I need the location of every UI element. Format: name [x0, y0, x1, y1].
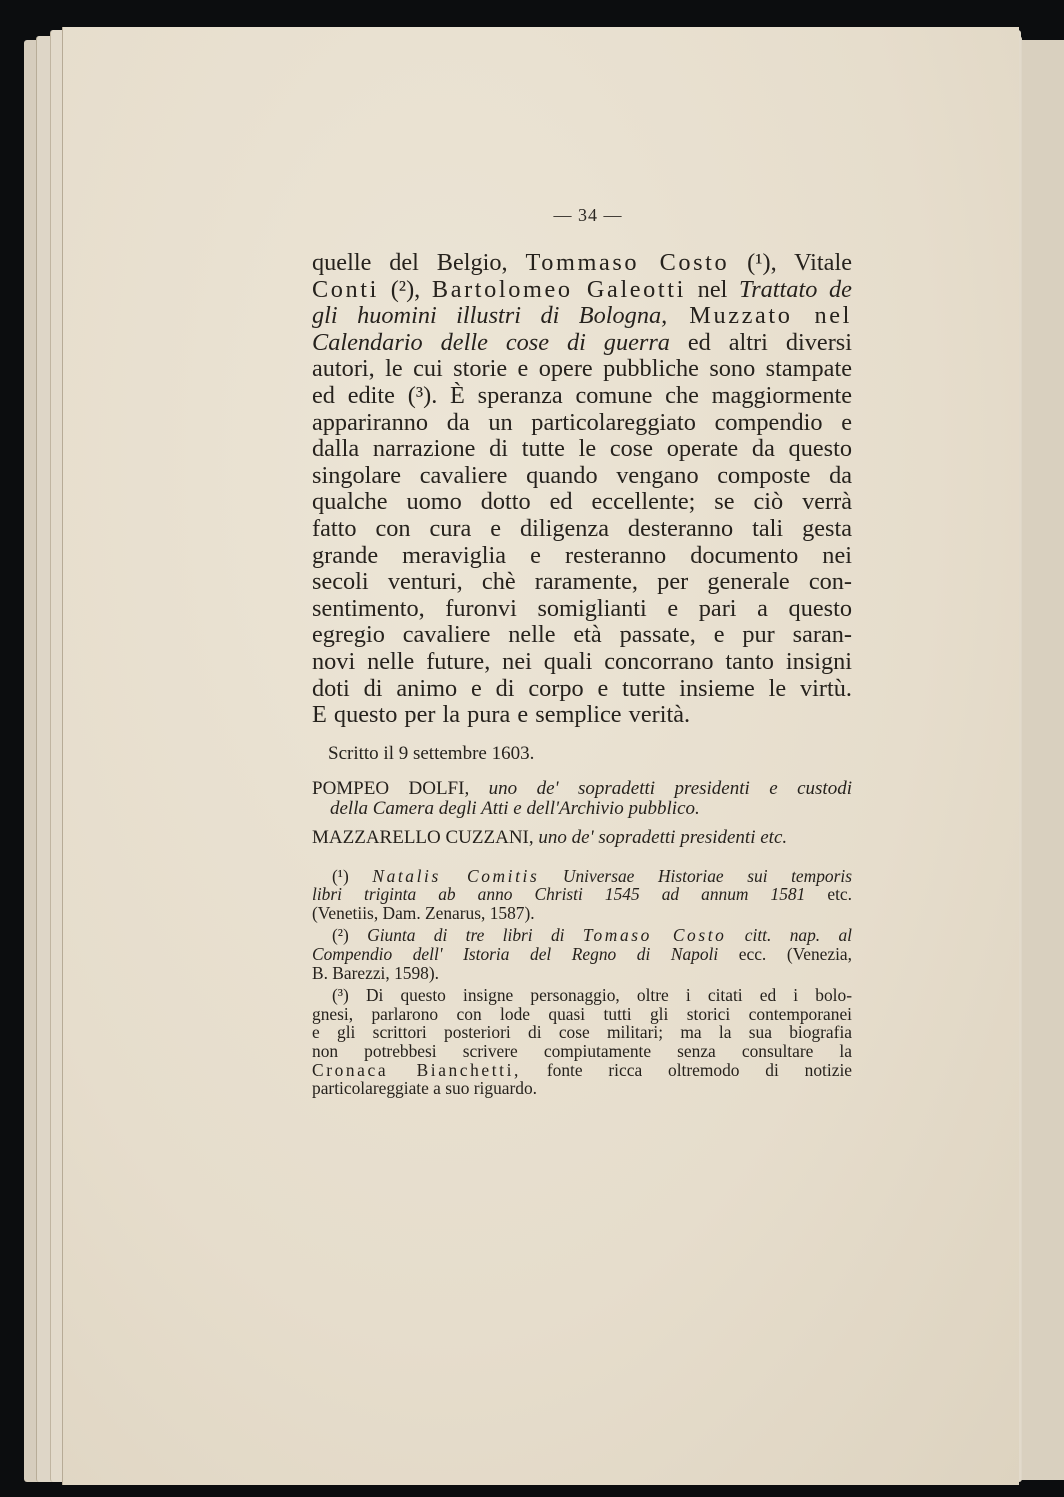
- text-block: [312, 250, 852, 1098]
- footnote-3: (³) Di questo insigne personaggio, oltre i citati ed i bolo- gnesi, parlarono con lode quasi tutti gli storici contemporanei e gli scrittori posteriori di cose militari; ma la sua biografia non potrebbesi scrivere compiutamente senza consultare la Cronaca Bianchetti, fonte ricca oltremodo di notizie particolareggiate a suo riguardo.: [312, 985, 852, 1099]
- signature-name: MAZZARELLO CUZZANI,: [312, 826, 534, 848]
- footnote-1: (¹) Natalis Comitis Universae Historiae sui temporis libri triginta ab anno Christi 1545 ad annum 1581 etc. (Venetiis, Dam. Zenarus, 1587).: [312, 865, 852, 923]
- page-number: — 34 —: [553, 205, 623, 225]
- signature-name: POMPEO DOLFI,: [312, 777, 470, 799]
- signature-cuzzani: MAZZARELLO CUZZANI, uno de' sopradetti presidenti etc.: [312, 826, 788, 848]
- footnote-2: (²) Giunta di tre libri di Tomaso Costo citt. nap. al Compendio dell' Istoria del Regno di Napoli ecc. (Venezia, B. Barezzi, 1598).: [312, 925, 852, 983]
- signature-dolfi: POMPEO DOLFI, uno de' sopradetti presidenti e custodi della Camera degli Atti e dell'Archivio pubblico.: [312, 777, 852, 819]
- footnotes: [312, 867, 852, 1098]
- main-paragraph: quelle del Belgio, Tommaso Costo (¹), Vitale Conti (²), Bartolomeo Galeotti nel Trattato de gli huomini illustri di Bologna, Muzzato nel Calendario delle cose di guerra ed altri diversi autori, le cui storie e opere pubbliche sono stampate ed edite (³). È speranza comune che maggiormente appariranno da un particolareggiato compendio e dalla narrazione di tutte le cose operate da questo singolare cavaliere quando vengano composte da qualche uomo dotto ed eccellente; se ciò verrà fatto con cura e diligenza desteranno tali gesta grande meraviglia e resteranno documento nei secoli venturi, chè raramente, per generale con- sentimento, furonvi somiglianti e pari a questo egregio cavaliere nelle età passate, e pur saran- novi nelle future, nei quali concorrano tanto insigni doti di animo e di corpo e tutte insieme le virtù. E questo per la pura e semplice verità.: [312, 249, 852, 729]
- date-line: Scritto il 9 settembre 1603.: [328, 742, 535, 764]
